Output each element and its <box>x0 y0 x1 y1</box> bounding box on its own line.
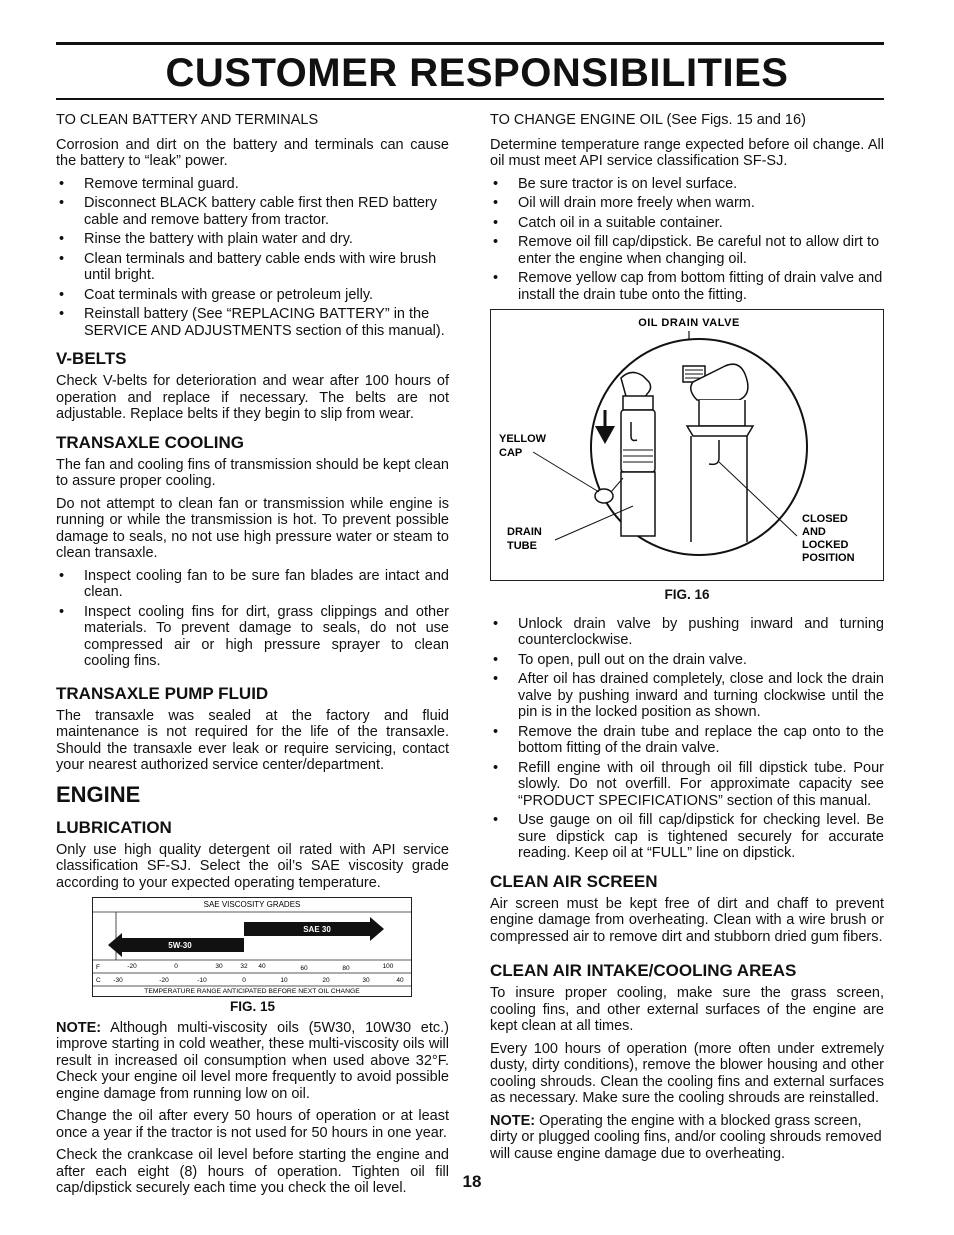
tick-label: 40 <box>258 963 266 970</box>
chart-title: SAE VISCOSITY GRADES <box>203 900 301 909</box>
figure-title: OIL DRAIN VALVE <box>638 317 740 329</box>
sae30-arrowhead <box>370 917 384 941</box>
list-item: • After oil has drained completely, close and lock the drain valve by pushing inward and turning clockwise until the pin is in the locked position as shown. <box>490 671 884 721</box>
list-item: • Inspect cooling fan to be sure fan blades are intact and clean. <box>56 568 449 601</box>
vbelts-heading: V-BELTS <box>56 349 127 368</box>
fig16-caption: FIG. 16 <box>664 587 710 602</box>
tick-label: 10 <box>280 977 288 984</box>
tick-label: 0 <box>174 963 178 970</box>
pump-fluid-text: The transaxle was sealed at the factory and fluid maintenance is not required for the life of the transaxle. Should the transaxle ever leak or require servicing, contact your nearest authorized service center/department. <box>56 707 449 773</box>
fig15-caption: FIG. 15 <box>229 999 275 1014</box>
air-intake-heading: CLEAN AIR INTAKE/COOLING AREAS <box>490 961 797 980</box>
lubrication-text: Only use high quality detergent oil rated with API service classification SF-SJ. Select the oil’s SAE viscosity grade according to your expected operating temperature. <box>56 841 449 891</box>
list-item: • Remove yellow cap from bottom fitting of drain valve and install the drain tube onto the fitting. <box>490 270 884 303</box>
page-title: CUSTOMER RESPONSIBILITIES <box>165 51 789 95</box>
celsius-label: C <box>96 977 101 984</box>
air-intake-p1: To insure proper cooling, make sure the grass screen, cooling fins, and other external surfaces of the engine are kept clean at all times. <box>490 985 884 1034</box>
tick-label: 100 <box>382 963 394 970</box>
closed-locked-label-line4: POSITION <box>802 552 855 564</box>
list-item: • Be sure tractor is on level surface. <box>490 176 884 193</box>
tick-label: -20 <box>127 963 137 970</box>
transaxle-cooling-steps <box>56 568 449 670</box>
right-column <box>490 112 884 1168</box>
change-oil-heading: TO CHANGE ENGINE OIL (See Figs. 15 and 16) <box>490 112 806 128</box>
yellow-cap-label-line2: CAP <box>499 447 523 459</box>
note-label: NOTE: <box>490 1112 536 1129</box>
list-item: • Rinse the battery with plain water and dry. <box>56 231 449 248</box>
list-item: • Remove the drain tube and replace the cap onto to the bottom fitting of the drain valve. <box>490 724 884 757</box>
closed-locked-label-line3: LOCKED <box>802 539 849 551</box>
list-item: • Catch oil in a suitable container. <box>490 215 884 232</box>
note-label: NOTE: <box>56 1019 102 1036</box>
left-column <box>56 112 449 1203</box>
list-item: • Refill engine with oil through oil fill dipstick tube. Pour slowly. Do not overfill. For approximate capacity see “PRODUCT SPECIFICATIONS” section of this manual. <box>490 760 884 810</box>
air-intake-p2: Every 100 hours of operation (more often under extremely dusty, dirty conditions), remove the blower housing and other cooling shrouds. Clean the cooling fins and external surfaces as necessary. Make sure the cooling shrouds are reinstalled. <box>490 1040 884 1106</box>
list-item: • Clean terminals and battery cable ends with wire brush until bright. <box>56 251 449 284</box>
change-oil-intro: Determine temperature range expected before oil change. All oil must meet API service classification SF-SJ. <box>490 136 884 169</box>
list-item: • Coat terminals with grease or petroleum jelly. <box>56 287 449 304</box>
list-item: • To open, pull out on the drain valve. <box>490 652 884 669</box>
tick-label: 0 <box>242 977 246 984</box>
fahrenheit-label: F <box>96 964 100 971</box>
closed-locked-label-line1: CLOSED <box>802 513 848 525</box>
air-screen-text: Air screen must be kept free of dirt and chaff to prevent engine damage from overheating. Clean with a wire brush or compressed air to remove dirt and stubborn dried gum fibers. <box>490 895 884 945</box>
5w30-arrowhead <box>108 933 122 957</box>
tick-label: 60 <box>300 965 308 972</box>
top-rule <box>56 42 884 45</box>
air-screen-heading: CLEAN AIR SCREEN <box>490 871 658 891</box>
pump-fluid-heading: TRANSAXLE PUMP FLUID <box>56 683 269 703</box>
tick-label: 20 <box>322 977 330 984</box>
list-item: • Disconnect BLACK battery cable first then RED battery cable and remove battery from tractor. <box>56 195 449 228</box>
chart-footer: TEMPERATURE RANGE ANTICIPATED BEFORE NEXT OIL CHANGE <box>144 988 360 995</box>
battery-intro: Corrosion and dirt on the battery and terminals can cause the battery to “leak” power. <box>56 136 449 169</box>
tick-label: -20 <box>159 977 169 984</box>
list-item: • Use gauge on oil fill cap/dipstick for checking level. Be sure dipstick cap is tightened securely for accurate reading. Keep oil at “FULL” line on dipstick. <box>490 812 884 862</box>
list-item: • Oil will drain more freely when warm. <box>490 195 884 212</box>
oil-drain-valve-illustration <box>491 310 883 580</box>
title-underline <box>56 98 884 100</box>
celsius-ticks <box>113 977 404 984</box>
transaxle-cooling-p1: The fan and cooling fins of transmission should be kept clean to assure proper cooling. <box>56 456 449 489</box>
list-item: • Remove terminal guard. <box>56 176 449 193</box>
drain-steps <box>490 616 884 862</box>
battery-steps <box>56 176 449 340</box>
list-item: • Reinstall battery (See “REPLACING BATTERY” in the SERVICE AND ADJUSTMENTS section of this manual). <box>56 306 449 339</box>
lubrication-heading: LUBRICATION <box>56 817 172 837</box>
tick-label: 30 <box>215 963 223 970</box>
tick-label: 32 <box>240 963 248 970</box>
sae-viscosity-chart <box>92 897 412 997</box>
tick-label: 80 <box>342 965 350 972</box>
5w30-label: 5W-30 <box>168 941 192 950</box>
drain-tube-label-line1: DRAIN <box>507 526 542 538</box>
tick-label: -30 <box>113 977 123 984</box>
change-oil-steps <box>490 176 884 304</box>
note-text: Operating the engine with a blocked grass screen, dirty or plugged cooling fins, and/or cooling shrouds removed will cause engine damage due to overheating. <box>490 1112 882 1162</box>
change-oil-text: Change the oil after every 50 hours of operation or at least once a year if the tractor is not used for 50 hours in one year. <box>56 1108 449 1141</box>
engine-heading: ENGINE <box>56 781 141 807</box>
list-item: • Inspect cooling fins for dirt, grass clippings and other materials. To prevent damage to seals, do not use compressed air or high pressure sprayer to clean cooling fins. <box>56 604 449 670</box>
note-paragraph <box>56 1020 449 1103</box>
list-item: • Remove oil fill cap/dipstick. Be careful not to allow dirt to enter the engine when changing oil. <box>490 234 884 267</box>
tick-label: 30 <box>362 977 370 984</box>
sae30-label: SAE 30 <box>303 925 331 934</box>
drain-tube-label-line2: TUBE <box>507 540 537 552</box>
check-oil-text: Check the crankcase oil level before starting the engine and after each eight (8) hours of operation. Tighten oil fill cap/dipstick securely each time you check the oil level. <box>56 1147 449 1196</box>
list-item: • Unlock drain valve by pushing inward and turning counterclockwise. <box>490 616 884 649</box>
page-number: 18 <box>462 1172 482 1191</box>
closed-locked-label-line2: AND <box>802 526 826 538</box>
battery-heading: TO CLEAN BATTERY AND TERMINALS <box>56 112 319 128</box>
oil-drain-valve-figure <box>490 309 884 581</box>
transaxle-cooling-heading: TRANSAXLE COOLING <box>56 432 244 452</box>
vbelts-text: Check V-belts for deterioration and wear after 100 hours of operation and replace if necessary. The belts are not adjustable. Replace belts if they begin to slip from wear. <box>56 373 449 422</box>
tick-label: -10 <box>197 977 207 984</box>
transaxle-cooling-p2: Do not attempt to clean fan or transmission while engine is running or while the transmission is hot. To prevent possible damage to seals, no not use high pressure water or steam to clean transaxle. <box>56 495 449 561</box>
note-text: Although multi-viscosity oils (5W30, 10W30 etc.) improve starting in cold weather, these multi-viscosity oils will result in increased oil consumption when used above 32°F. Check your engine oil level more frequently to avoid possible engine damage from running low on oil. <box>56 1019 449 1102</box>
tick-label: 40 <box>396 977 404 984</box>
yellow-cap-label-line1: YELLOW <box>499 433 547 445</box>
fahrenheit-ticks <box>127 963 394 972</box>
note-paragraph <box>490 1113 884 1163</box>
